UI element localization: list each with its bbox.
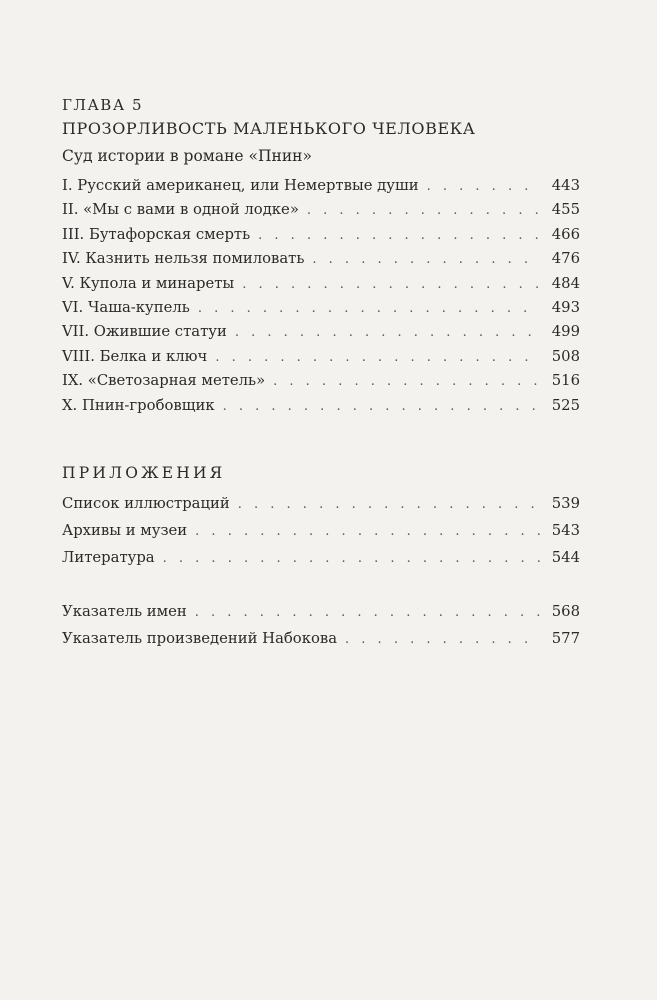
toc-entry-title: Архивы и музеи — [62, 522, 188, 539]
dot-leader — [215, 350, 540, 365]
toc-entry — [62, 397, 580, 421]
toc-entry-page: 539 — [551, 495, 580, 512]
toc-entry-title: Список иллюстраций — [62, 495, 230, 512]
toc-entry — [62, 226, 580, 250]
toc-entry-title: VIII. Белка и ключ — [62, 347, 208, 365]
chapter-label: ГЛАВА 5 — [62, 96, 144, 114]
chapter-subtitle: Суд истории в романе «Пнин» — [62, 147, 312, 165]
toc-entry-title: Указатель имен — [62, 603, 187, 620]
toc-entry-page: 443 — [551, 177, 580, 194]
toc-entry-page: 508 — [551, 347, 580, 365]
appendix-heading: ПРИЛОЖЕНИЯ — [62, 464, 226, 482]
toc-entry-title: III. Бутафорская смерть — [62, 225, 251, 243]
dot-leader — [198, 301, 540, 316]
toc-entry-page: 577 — [551, 630, 580, 647]
toc-entry-title: VII. Ожившие статуи — [62, 323, 227, 341]
toc-entry-page: 476 — [551, 250, 580, 268]
dot-leader — [307, 203, 540, 218]
toc-entry — [62, 495, 580, 522]
toc-entry-page: 493 — [551, 298, 580, 316]
chapter-title: ПРОЗОРЛИВОСТЬ МАЛЕНЬКОГО ЧЕЛОВЕКА — [62, 119, 476, 138]
toc-entry-title: V. Купола и минареты — [62, 274, 235, 292]
toc-entry — [62, 250, 580, 274]
dot-leader — [223, 399, 540, 414]
toc-entry-title: IV. Казнить нельзя помиловать — [62, 250, 305, 268]
toc-entry — [62, 549, 580, 576]
toc-entry-title: VI. Чаша-купель — [62, 298, 190, 316]
toc-entry — [62, 177, 580, 201]
toc-entry — [62, 522, 580, 549]
toc-entry-title: X. Пнин-гробовщик — [62, 396, 215, 414]
toc-entry-page: 466 — [551, 225, 580, 243]
toc-entry-page: 543 — [551, 522, 580, 539]
index-toc-list — [62, 603, 580, 657]
toc-entry — [62, 630, 580, 657]
toc-entry-title: II. «Мы с вами в одной лодке» — [62, 201, 299, 219]
chapter-toc-list — [62, 177, 580, 421]
appendix-toc-list — [62, 495, 580, 576]
dot-leader — [273, 374, 540, 389]
toc-entry-page: 525 — [551, 396, 580, 414]
toc-entry — [62, 275, 580, 299]
toc-entry — [62, 372, 580, 396]
toc-entry-title: Литература — [62, 549, 155, 566]
toc-entry — [62, 348, 580, 372]
toc-entry-title: IX. «Светозарная метель» — [62, 372, 266, 390]
dot-leader — [258, 228, 540, 243]
toc-entry-page: 568 — [551, 603, 580, 620]
toc-entry — [62, 323, 580, 347]
dot-leader — [235, 325, 540, 340]
dot-leader — [195, 524, 540, 539]
toc-entry-title: Указатель произведений Набокова — [62, 630, 338, 647]
toc-entry — [62, 201, 580, 225]
toc-entry-page: 516 — [551, 372, 580, 390]
dot-leader — [312, 252, 540, 267]
dot-leader — [427, 179, 540, 194]
toc-entry-page: 544 — [551, 549, 580, 566]
dot-leader — [242, 277, 540, 292]
toc-entry-page: 484 — [551, 274, 580, 292]
toc-entry-title: I. Русский американец, или Немертвые души — [62, 177, 419, 194]
toc-entry — [62, 299, 580, 323]
toc-entry-page: 499 — [551, 323, 580, 341]
dot-leader — [195, 605, 540, 620]
dot-leader — [345, 632, 540, 647]
dot-leader — [238, 497, 540, 512]
toc-entry-page: 455 — [551, 201, 580, 219]
dot-leader — [163, 551, 540, 566]
toc-entry — [62, 603, 580, 630]
